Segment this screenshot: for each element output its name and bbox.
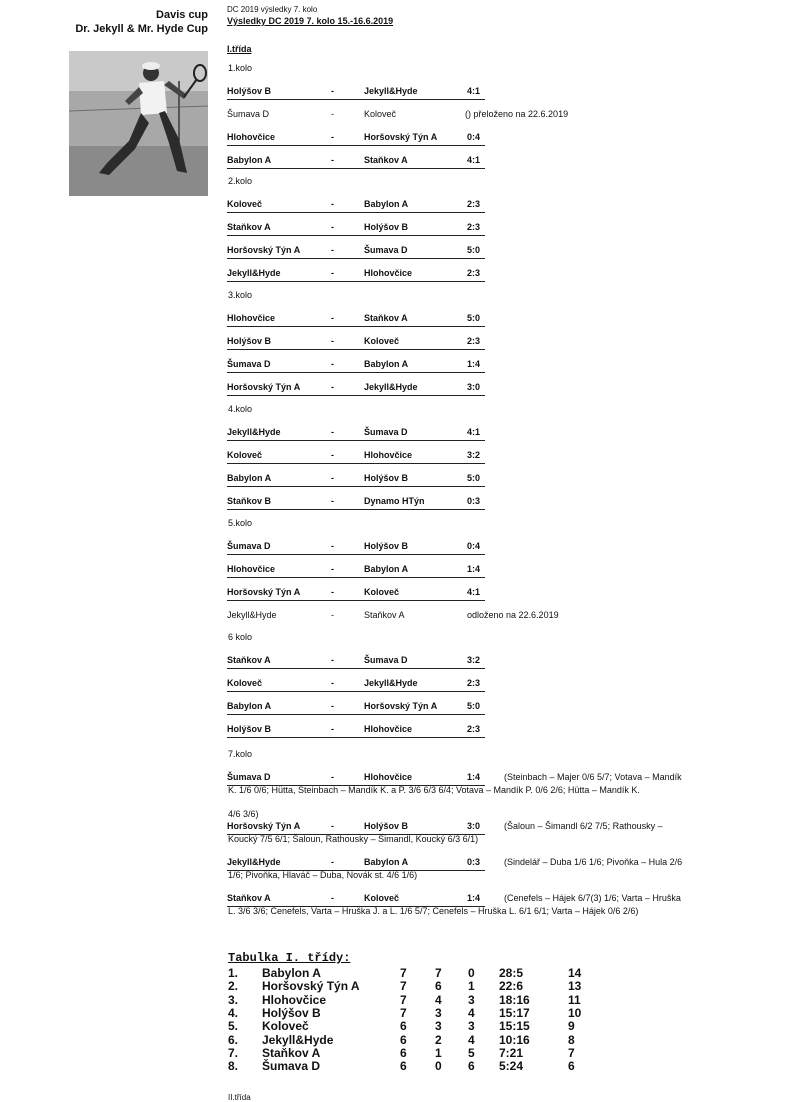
match-dash: -: [331, 655, 334, 665]
match-row: [227, 473, 485, 487]
match-score: 5:0: [467, 245, 481, 255]
match-dash: -: [331, 610, 334, 620]
match-home: Holýšov B: [227, 336, 272, 346]
match-score: 3:2: [467, 450, 481, 460]
header-small: DC 2019 výsledky 7. kolo: [227, 5, 318, 14]
table-cell-pts: 14: [568, 966, 582, 980]
match-dash: -: [331, 336, 334, 346]
match-dash: -: [331, 701, 334, 711]
match-away: Koloveč: [364, 109, 397, 119]
match-dash: -: [331, 857, 334, 867]
match-home: Hlohovčice: [227, 313, 276, 323]
match-away: Hlohovčice: [364, 450, 413, 460]
match-row: [227, 821, 485, 835]
match-dash: -: [331, 893, 334, 903]
match-score: 2:3: [467, 678, 481, 688]
table-cell-l: 3: [468, 992, 475, 1007]
match-home: Hlohovčice: [227, 132, 276, 142]
round-label: 4.kolo: [228, 404, 253, 414]
match-score: 0:4: [467, 132, 481, 142]
match-away: Jekyll&Hyde: [364, 382, 418, 392]
match-home: Staňkov A: [227, 893, 271, 903]
match-score: 0:3: [467, 496, 481, 506]
match-home: Hlohovčice: [227, 564, 276, 574]
table-cell-pos: 8.: [228, 1059, 239, 1074]
table-cell-w: 1: [435, 1045, 442, 1060]
match-detail: 1/6; Pivoňka, Hlaváč – Duba, Novák st. 4/6 1/6): [228, 870, 418, 880]
table-cell-pts: 7: [568, 1045, 575, 1060]
match-home: Horšovský Týn A: [227, 382, 301, 392]
match-dash: -: [331, 496, 334, 506]
table-cell-sets: 15:17: [499, 1005, 530, 1020]
table-cell-w: 7: [435, 966, 442, 980]
table-cell-p: 6: [400, 1059, 407, 1074]
match-row: [227, 610, 597, 623]
match-row: [227, 496, 485, 510]
table-cell-p: 7: [400, 1005, 407, 1020]
match-note: odloženo na 22.6.2019: [467, 610, 559, 620]
match-dash: -: [331, 222, 334, 232]
match-score: 4:1: [467, 427, 481, 437]
match-dash: -: [331, 427, 334, 437]
match-score: 1:4: [467, 564, 481, 574]
sidebar-title: Davis cup: [156, 9, 208, 21]
table-cell-team: Šumava D: [262, 1059, 321, 1074]
match-score: 2:3: [467, 268, 481, 278]
match-score: 4:1: [467, 86, 481, 96]
match-away: Holýšov B: [364, 821, 409, 831]
table-cell-l: 0: [468, 966, 475, 980]
match-row: [227, 155, 485, 169]
match-home: Staňkov A: [227, 655, 271, 665]
match-dash: -: [331, 86, 334, 96]
match-row: [227, 678, 485, 692]
match-detail: L. 3/6 3/6; Cenefels, Varta – Hruška J. a L. 1/6 5/7; Cenefels – Hruška L. 6/1 6/1; Varta – Hájek 0/6 2/6): [228, 906, 639, 916]
match-dash: -: [331, 268, 334, 278]
match-away: Koloveč: [364, 336, 400, 346]
table-cell-l: 3: [468, 1019, 475, 1034]
match-away: Šumava D: [364, 427, 408, 437]
match-dash: -: [331, 541, 334, 551]
page-title: Výsledky DC 2019 7. kolo 15.-16.6.2019: [227, 16, 394, 26]
table-title: Tabulka I. třídy:: [228, 951, 351, 965]
table-cell-sets: 5:24: [499, 1059, 524, 1074]
table-cell-pos: 4.: [228, 1005, 239, 1020]
table-cell-w: 4: [435, 992, 442, 1007]
table-cell-p: 7: [400, 992, 407, 1007]
table-cell-team: Babylon A: [262, 966, 321, 980]
match-dash: -: [331, 724, 334, 734]
table-cell-p: 6: [400, 1019, 407, 1034]
table-cell-pts: 9: [568, 1019, 575, 1034]
table-cell-l: 4: [468, 1032, 475, 1047]
table-cell-w: 6: [435, 979, 442, 994]
match-home: Koloveč: [227, 450, 263, 460]
match-away: Holýšov B: [364, 222, 409, 232]
round-label: 2.kolo: [228, 176, 253, 186]
match-score: 4:1: [467, 155, 481, 165]
match-row: [227, 427, 485, 441]
match-home: Jekyll&Hyde: [227, 857, 281, 867]
table-cell-pts: 6: [568, 1059, 575, 1074]
table-cell-pos: 5.: [228, 1019, 239, 1034]
table-cell-pos: 1.: [228, 966, 239, 980]
match-home: Staňkov B: [227, 496, 272, 506]
match-away: Hlohovčice: [364, 724, 413, 734]
match-note: () přeloženo na 22.6.2019: [465, 109, 569, 119]
match-row: [227, 132, 485, 146]
match-away: Horšovský Týn A: [364, 132, 438, 142]
match-home: Holýšov B: [227, 724, 272, 734]
match-home: Babylon A: [227, 155, 272, 165]
match-score: 1:4: [467, 359, 481, 369]
match-dash: -: [331, 155, 334, 165]
match-dash: -: [331, 313, 334, 323]
table-cell-l: 5: [468, 1045, 475, 1060]
match-away: Dynamo HTýn: [364, 496, 425, 506]
match-score: 5:0: [467, 313, 481, 323]
match-row: [227, 772, 485, 786]
match-score: 2:3: [467, 222, 481, 232]
match-score: 0:4: [467, 541, 481, 551]
match-row: [227, 313, 485, 327]
match-score: 3:2: [467, 655, 481, 665]
match-home: Jekyll&Hyde: [227, 427, 281, 437]
match-row: [227, 724, 485, 738]
match-row: [227, 541, 485, 555]
match-detail: (Sindelář – Duba 1/6 1/6; Pivoňka – Hula 2/6: [504, 857, 683, 867]
table-cell-p: 7: [400, 979, 407, 994]
match-away: Babylon A: [364, 359, 409, 369]
match-home: Horšovský Týn A: [227, 587, 301, 597]
table-cell-l: 6: [468, 1059, 475, 1074]
table-cell-team: Koloveč: [262, 1019, 309, 1034]
table-cell-w: 3: [435, 1019, 442, 1034]
table-cell-w: 3: [435, 1005, 442, 1020]
round-label: 6 kolo: [228, 632, 253, 642]
table-cell-sets: 7:21: [499, 1045, 524, 1060]
match-home: Koloveč: [227, 199, 263, 209]
match-row: [227, 564, 485, 578]
table-cell-pos: 2.: [228, 979, 239, 994]
table-cell-p: 6: [400, 1045, 407, 1060]
table-cell-pts: 8: [568, 1032, 575, 1047]
match-row: [227, 245, 485, 259]
table-cell-team: Jekyll&Hyde: [262, 1032, 334, 1047]
match-score: 3:0: [467, 821, 481, 831]
match-away: Hlohovčice: [364, 268, 413, 278]
table-cell-pos: 6.: [228, 1032, 239, 1047]
match-detail: (Šaloun – Šimandl 6/2 7/5; Rathousky –: [504, 821, 663, 831]
round-label: 5.kolo: [228, 518, 253, 528]
table-cell-l: 4: [468, 1005, 475, 1020]
match-away: Holýšov B: [364, 473, 409, 483]
table-cell-sets: 18:16: [499, 992, 530, 1007]
match-row: [227, 893, 485, 907]
table-cell-w: 2: [435, 1032, 442, 1047]
match-detail: 4/6 3/6): [228, 809, 259, 819]
match-dash: -: [331, 382, 334, 392]
match-score: 2:3: [467, 199, 481, 209]
match-row: [227, 587, 485, 601]
match-detail: Koucký 7/5 6/1; Šaloun, Rathousky – Šimandl, Koucký 6/3 6/1): [228, 834, 479, 844]
match-away: Staňkov A: [364, 313, 408, 323]
table-cell-team: Hlohovčice: [262, 992, 327, 1007]
match-home: Staňkov A: [227, 222, 271, 232]
table-cell-pos: 3.: [228, 992, 239, 1007]
match-home: Babylon A: [227, 473, 272, 483]
class-label: I.třída: [227, 44, 252, 54]
round-label: 3.kolo: [228, 290, 253, 300]
sidebar-subtitle: Dr. Jekyll & Mr. Hyde Cup: [75, 23, 208, 35]
match-score: 5:0: [467, 701, 481, 711]
match-away: Jekyll&Hyde: [364, 86, 418, 96]
match-away: Horšovský Týn A: [364, 701, 438, 711]
table-cell-pts: 13: [568, 979, 582, 994]
match-dash: -: [331, 564, 334, 574]
round-label: 7.kolo: [228, 749, 253, 759]
match-away: Babylon A: [364, 199, 409, 209]
match-score: 4:1: [467, 587, 481, 597]
match-away: Babylon A: [364, 857, 409, 867]
table-cell-pts: 11: [568, 992, 581, 1007]
table-cell-team: Holýšov B: [262, 1005, 321, 1020]
match-away: Koloveč: [364, 587, 400, 597]
match-home: Šumava D: [227, 772, 271, 782]
table-cell-p: 7: [400, 966, 407, 980]
match-score: 0:3: [467, 857, 481, 867]
match-dash: -: [331, 359, 334, 369]
match-away: Jekyll&Hyde: [364, 678, 418, 688]
match-home: Jekyll&Hyde: [227, 268, 281, 278]
match-dash: -: [331, 678, 334, 688]
match-dash: -: [331, 450, 334, 460]
match-dash: -: [331, 109, 334, 119]
match-away: Hlohovčice: [364, 772, 413, 782]
match-home: Šumava D: [227, 541, 271, 551]
match-home: Horšovský Týn A: [227, 821, 301, 831]
match-home: Koloveč: [227, 678, 263, 688]
match-home: Jekyll&Hyde: [227, 610, 277, 620]
match-dash: -: [331, 473, 334, 483]
match-score: 3:0: [467, 382, 481, 392]
match-row: [227, 109, 597, 122]
match-score: 1:4: [467, 772, 481, 782]
match-row: [227, 199, 485, 213]
match-row: [227, 655, 485, 669]
table-cell-pts: 10: [568, 1005, 582, 1020]
match-row: [227, 701, 485, 715]
round-label: 1.kolo: [228, 63, 253, 73]
table-cell-l: 1: [468, 979, 475, 994]
match-home: Šumava D: [227, 359, 271, 369]
next-class-label: II.třída: [228, 1093, 251, 1102]
table-cell-sets: 10:16: [499, 1032, 530, 1047]
match-detail: K. 1/6 0/6; Hütta, Steinbach – Mandík K. a P. 3/6 6/3 6/4; Votava – Mandík P. 0/6 2/6; Hütta – Mandík K.: [228, 785, 640, 795]
match-home: Horšovský Týn A: [227, 245, 301, 255]
tennis-player-photo: [69, 51, 208, 196]
match-dash: -: [331, 821, 334, 831]
match-home: Babylon A: [227, 701, 272, 711]
match-row: [227, 86, 485, 100]
table-cell-sets: 15:15: [499, 1019, 530, 1034]
match-score: 5:0: [467, 473, 481, 483]
match-dash: -: [331, 199, 334, 209]
match-row: [227, 857, 485, 871]
match-away: Holýšov B: [364, 541, 409, 551]
match-away: Koloveč: [364, 893, 400, 903]
match-row: [227, 359, 485, 373]
match-dash: -: [331, 587, 334, 597]
match-row: [227, 268, 485, 282]
match-row: [227, 222, 485, 236]
match-row: [227, 382, 485, 396]
match-away: Šumava D: [364, 655, 408, 665]
match-dash: -: [331, 132, 334, 142]
match-away: Babylon A: [364, 564, 409, 574]
match-score: 2:3: [467, 336, 481, 346]
match-away: Staňkov A: [364, 610, 405, 620]
match-dash: -: [331, 245, 334, 255]
match-away: Šumava D: [364, 245, 408, 255]
match-row: [227, 450, 485, 464]
match-away: Staňkov A: [364, 155, 408, 165]
table-cell-team: Staňkov A: [262, 1045, 321, 1060]
table-cell-sets: 28:5: [499, 966, 524, 980]
match-home: Holýšov B: [227, 86, 272, 96]
table-cell-p: 6: [400, 1032, 407, 1047]
table-cell-sets: 22:6: [499, 979, 524, 994]
table-cell-w: 0: [435, 1059, 442, 1074]
match-score: 2:3: [467, 724, 481, 734]
match-score: 1:4: [467, 893, 481, 903]
table-cell-team: Horšovský Týn A: [262, 979, 360, 994]
match-detail: (Steinbach – Majer 0/6 5/7; Votava – Mandík: [504, 772, 682, 782]
match-home: Šumava D: [227, 109, 270, 119]
table-cell-pos: 7.: [228, 1045, 239, 1060]
match-detail: (Cenefels – Hájek 6/7(3) 1/6; Varta – Hruška: [504, 893, 681, 903]
match-dash: -: [331, 772, 334, 782]
match-row: [227, 336, 485, 350]
